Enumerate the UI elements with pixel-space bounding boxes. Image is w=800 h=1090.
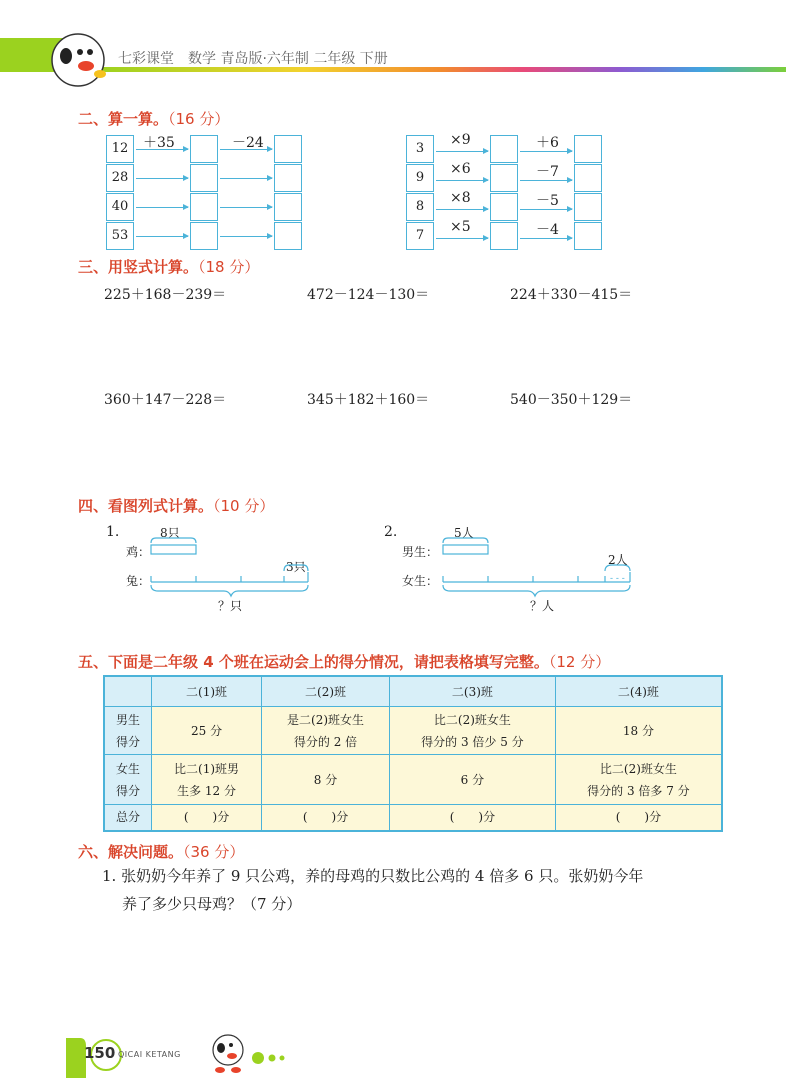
corner-cell xyxy=(104,676,152,707)
header-title: 七彩课堂 数学 青岛版·六年制 二年级 下册 xyxy=(118,51,388,67)
start-cell: 8 xyxy=(406,193,434,221)
extra-quantity: 3只 xyxy=(286,560,306,574)
answer-box[interactable] xyxy=(274,164,302,192)
section-6-points: （36 分） xyxy=(183,843,245,861)
table-cell xyxy=(389,707,555,755)
op-label: ×9 xyxy=(450,132,471,148)
op-minus-24: －24 xyxy=(232,135,264,151)
table-row xyxy=(104,805,722,831)
section-4-points: （10 分） xyxy=(213,497,275,515)
arrow xyxy=(220,149,272,150)
row-header xyxy=(104,755,152,805)
arrow xyxy=(436,238,488,239)
top-quantity: 8只 xyxy=(160,526,180,540)
answer-box[interactable] xyxy=(574,135,602,163)
arrow xyxy=(520,238,572,239)
start-cell: 40 xyxy=(106,193,134,221)
total-cell[interactable] xyxy=(262,805,390,831)
arrow xyxy=(136,149,188,150)
answer-box[interactable] xyxy=(190,135,218,163)
mascot-dog-icon xyxy=(206,1030,250,1078)
cell-line: 得分的 3 倍少 5 分 xyxy=(421,734,524,749)
op-label: －4 xyxy=(536,222,559,238)
mascot-dog-icon xyxy=(44,30,114,92)
table-cell xyxy=(555,707,722,755)
section-5-points: （12 分） xyxy=(548,653,611,671)
score-table xyxy=(103,675,723,832)
arrow xyxy=(520,180,572,181)
total-cell[interactable] xyxy=(389,805,555,831)
table-row xyxy=(104,755,722,805)
cell-line: ( )分 xyxy=(183,810,230,825)
op-label: ×5 xyxy=(450,219,471,235)
cell-line: 比二(2)班女生 xyxy=(599,761,677,776)
section-5-title xyxy=(78,651,610,672)
cell-line: 比二(1)班男 xyxy=(174,761,240,776)
section-3-heading: 三、用竖式计算。 xyxy=(78,258,199,276)
cell-line: ( )分 xyxy=(302,810,349,825)
problem-number: 2. xyxy=(384,524,398,540)
arrow xyxy=(136,236,188,237)
column-header: 二(4)班 xyxy=(555,676,722,707)
section-6-title xyxy=(78,841,244,862)
row-header-line: 总分 xyxy=(115,810,140,825)
start-cell: 53 xyxy=(106,222,134,250)
row-header-line: 男生 xyxy=(115,712,140,727)
row-header-line: 得分 xyxy=(115,734,140,749)
column-header: 二(1)班 xyxy=(152,676,262,707)
answer-box[interactable] xyxy=(490,164,518,192)
answer-box[interactable] xyxy=(274,135,302,163)
op-label: ×6 xyxy=(450,161,471,177)
answer-box[interactable] xyxy=(574,222,602,250)
op-label: －5 xyxy=(536,193,559,209)
question-label: ？只 xyxy=(218,599,243,613)
arrow xyxy=(220,178,272,179)
row-header xyxy=(104,707,152,755)
section-3-points: （18 分） xyxy=(198,258,260,276)
table-cell xyxy=(389,755,555,805)
op-plus-35: ＋35 xyxy=(143,135,175,151)
row-header-line: 得分 xyxy=(115,783,140,798)
op-label: ＋6 xyxy=(536,135,559,151)
cell-line: ( )分 xyxy=(449,810,496,825)
cell-line: 生多 12 分 xyxy=(177,783,236,798)
brand-name: QICAI KETANG xyxy=(118,1050,181,1059)
cell-line: ( )分 xyxy=(615,810,662,825)
cell-line: 得分的 2 倍 xyxy=(293,734,358,749)
arrow xyxy=(136,178,188,179)
problem-number: 1. xyxy=(106,524,120,540)
total-cell[interactable] xyxy=(555,805,722,831)
row-header-line: 女生 xyxy=(115,761,140,776)
section-4-title xyxy=(78,495,274,516)
total-cell[interactable] xyxy=(152,805,262,831)
top-quantity: 5人 xyxy=(454,526,474,540)
answer-box[interactable] xyxy=(274,222,302,250)
section-2-heading: 二、算一算。 xyxy=(78,110,169,128)
answer-box[interactable] xyxy=(190,164,218,192)
expression: 345＋182＋160＝ xyxy=(307,392,430,408)
answer-box[interactable] xyxy=(574,164,602,192)
op-label: ×8 xyxy=(450,190,471,206)
expression: 360＋147－228＝ xyxy=(104,392,227,408)
bottom-label: 兔： xyxy=(126,574,151,588)
op-label: －7 xyxy=(536,164,559,180)
page-number: 150 xyxy=(84,1044,116,1062)
answer-box[interactable] xyxy=(490,222,518,250)
expression: 224＋330－415＝ xyxy=(510,287,633,303)
answer-box[interactable] xyxy=(190,222,218,250)
section-6-heading: 六、解决问题。 xyxy=(78,843,184,861)
cell-line: 得分的 3 倍多 7 分 xyxy=(587,783,690,798)
extra-quantity: 2人 xyxy=(608,553,628,567)
expression: 472－124－130＝ xyxy=(307,287,430,303)
section-2-title xyxy=(78,108,229,129)
start-cell: 12 xyxy=(106,135,134,163)
start-cell: 28 xyxy=(106,164,134,192)
table-cell xyxy=(262,755,390,805)
question-label: ？人 xyxy=(530,599,555,613)
table-cell xyxy=(262,707,390,755)
answer-box[interactable] xyxy=(190,193,218,221)
arrow xyxy=(136,207,188,208)
row-header xyxy=(104,805,152,831)
answer-box[interactable] xyxy=(274,193,302,221)
cell-line: 6 分 xyxy=(460,772,485,787)
table-row xyxy=(104,707,722,755)
bar-diagram xyxy=(146,536,316,600)
table-cell xyxy=(152,707,262,755)
answer-box[interactable] xyxy=(490,193,518,221)
bar-diagram xyxy=(440,536,640,600)
question-line: 1. 张奶奶今年养了 9 只公鸡，养的母鸡的只数比公鸡的 4 倍多 6 只。张奶奶今年 xyxy=(102,867,644,885)
start-cell: 3 xyxy=(406,135,434,163)
cell-line: 比二(2)班女生 xyxy=(433,712,511,727)
column-header: 二(3)班 xyxy=(389,676,555,707)
arrow xyxy=(220,207,272,208)
question-line: 养了多少只母鸡？（7 分） xyxy=(122,895,302,913)
arrow xyxy=(220,236,272,237)
arrow xyxy=(436,209,488,210)
section-4-heading: 四、看图列式计算。 xyxy=(78,497,214,515)
cell-line: 是二(2)班女生 xyxy=(287,712,365,727)
table-cell xyxy=(152,755,262,805)
expression: 540－350＋129＝ xyxy=(510,392,633,408)
section-5-heading: 五、下面是二年级 4 个班在运动会上的得分情况，请把表格填写完整。 xyxy=(78,653,549,671)
answer-box[interactable] xyxy=(574,193,602,221)
top-label: 鸡： xyxy=(126,545,151,559)
arrow xyxy=(520,151,572,152)
answer-box[interactable] xyxy=(490,135,518,163)
bottom-label: 女生： xyxy=(402,574,439,588)
expression: 225＋168－239＝ xyxy=(104,287,227,303)
table-cell xyxy=(555,755,722,805)
cell-line: 25 分 xyxy=(190,723,223,738)
arrow xyxy=(520,209,572,210)
start-cell: 9 xyxy=(406,164,434,192)
section-3-title xyxy=(78,256,259,277)
arrow xyxy=(436,151,488,152)
cell-line: 18 分 xyxy=(622,723,654,738)
start-cell: 7 xyxy=(406,222,434,250)
column-header: 二(2)班 xyxy=(262,676,390,707)
cell-line: 8 分 xyxy=(313,772,338,787)
section-2-points: （16 分） xyxy=(168,110,230,128)
svg-text:- - -: - - - xyxy=(610,574,625,584)
table-header-row xyxy=(104,676,722,707)
top-label: 男生： xyxy=(402,545,439,559)
arrow xyxy=(436,180,488,181)
question-1 xyxy=(102,862,742,918)
